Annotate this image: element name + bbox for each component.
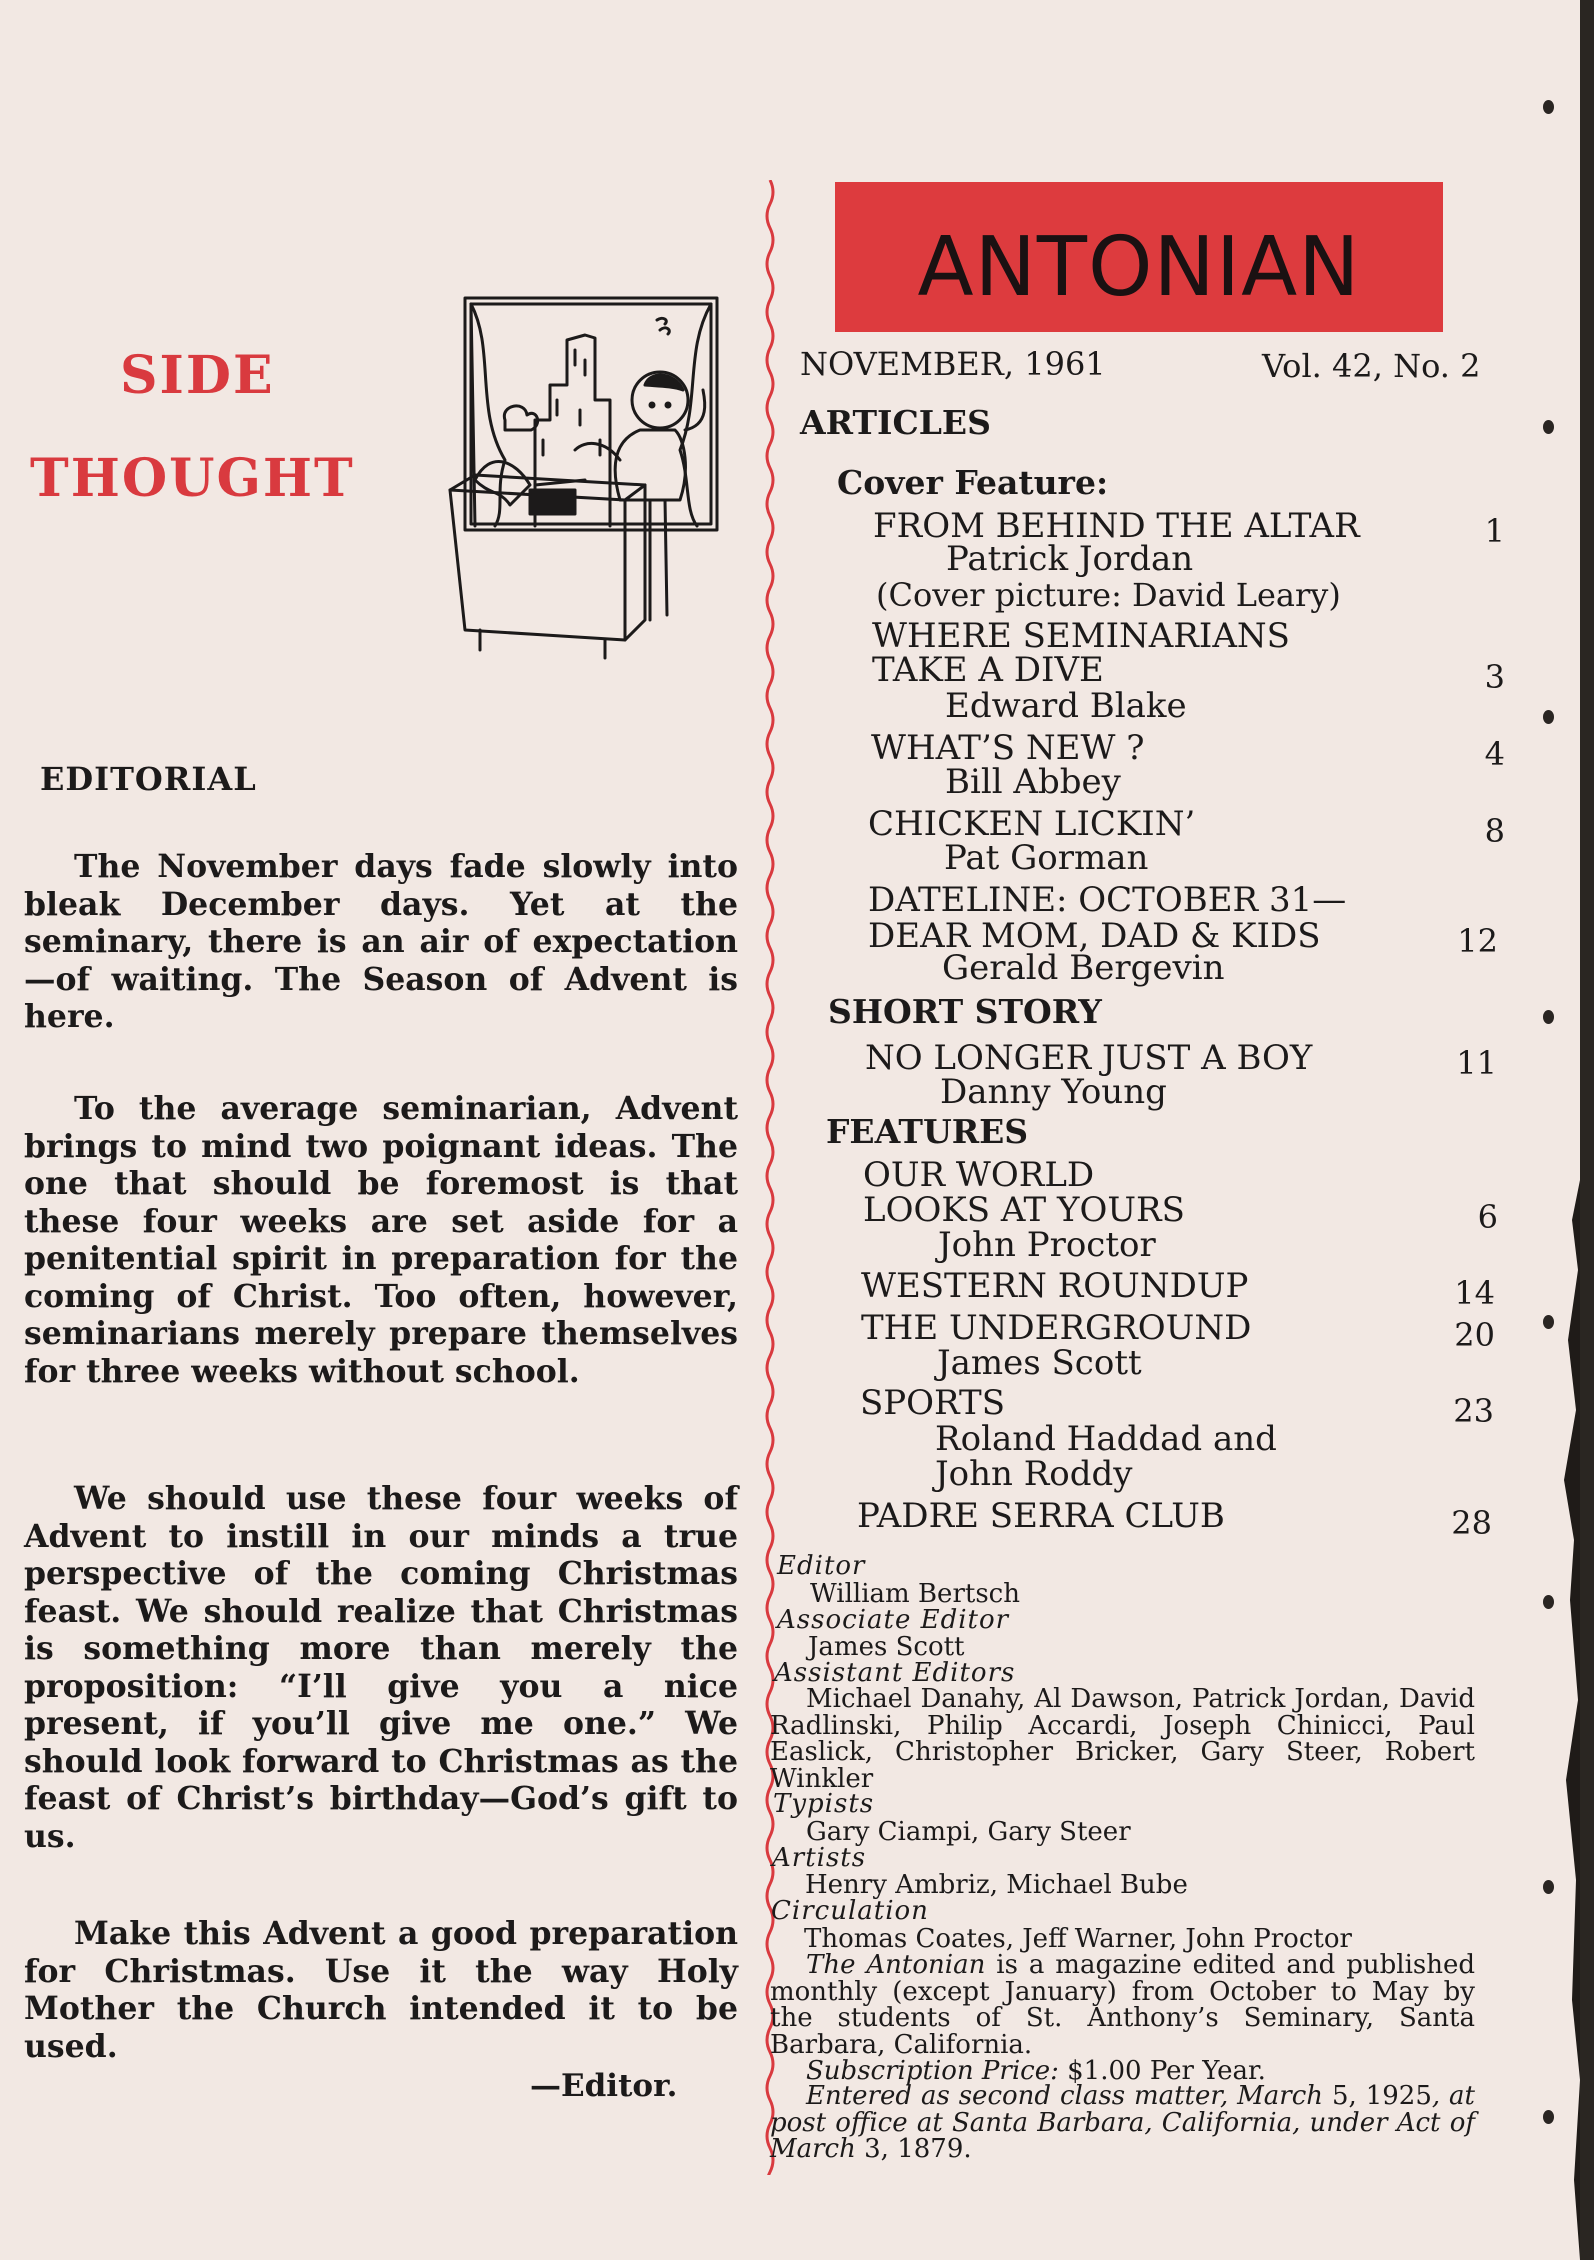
entry-note-part-1: Entered as second class matter, March (806, 2081, 1324, 2111)
subscription-price: $1.00 Per Year. (1058, 2056, 1266, 2086)
toc-author-dive: Edward Blake (945, 686, 1187, 726)
editorial-paragraph-1: The November days fade slowly into bleak December days. Yet at the seminary, there is an air of expectation—of waiting. The Season of Advent is here. (24, 848, 738, 1035)
toc-author-sports-1: Roland Haddad and (935, 1419, 1277, 1459)
toc-title-altar: FROM BEHIND THE ALTAR (873, 506, 1360, 546)
toc-title-boy: NO LONGER JUST A BOY (865, 1038, 1313, 1078)
column-divider (760, 180, 780, 2175)
toc-title-dateline-1: DATELINE: OCTOBER 31— (868, 880, 1347, 920)
toc-title-world-1: OUR WORLD (863, 1155, 1095, 1195)
editorial-signature: —Editor. (530, 2068, 678, 2104)
staff-associate-label: Associate Editor (777, 1605, 1010, 1635)
toc-title-western: WESTERN ROUNDUP (861, 1266, 1249, 1306)
toc-page-boy: 11 (1456, 1044, 1497, 1082)
subscription-label: Subscription Price: (806, 2056, 1059, 2086)
editorial-heading: EDITORIAL (40, 760, 257, 798)
toc-author-altar: Patrick Jordan (946, 539, 1194, 579)
entry-note (770, 2083, 1475, 2163)
publication-note (770, 1952, 1475, 2058)
binding-hole (1543, 100, 1554, 114)
toc-author-chicken: Pat Gorman (944, 838, 1149, 878)
torn-page-edge (1550, 1180, 1580, 2260)
toc-author-sports-2: John Roddy (935, 1454, 1133, 1494)
staff-circulation-label: Circulation (771, 1896, 929, 1926)
side-thought-line1: SIDE (120, 345, 275, 406)
staff-editor-label: Editor (777, 1551, 866, 1581)
staff-typists-label: Typists (773, 1789, 875, 1819)
articles-heading: ARTICLES (800, 403, 991, 442)
short-story-heading: SHORT STORY (828, 992, 1102, 1031)
editorial-paragraph-4: Make this Advent a good preparation for Christmas. Use it the way Holy Mother the Church intended it to be used. (24, 1915, 738, 2065)
toc-author-underground: James Scott (937, 1343, 1142, 1383)
toc-page-padre-serra: 28 (1451, 1504, 1492, 1542)
toc-page-world: 6 (1477, 1198, 1498, 1236)
entry-note-part-5: 3, 1879. (864, 2134, 972, 2164)
editorial-paragraph-3: We should use these four weeks of Advent to instill in our minds a true perspective of the coming Christmas feast. We should realize that Christmas is something more than merely the proposition: “I’ll give you a nice present, if you’ll give me one.” We should look forward to Christmas as the feast of Christ’s birthday—God’s gift to us. (24, 1480, 738, 1855)
toc-title-dateline-2: DEAR MOM, DAD & KIDS (868, 916, 1321, 956)
binding-hole (1543, 1010, 1554, 1024)
toc-author-boy: Danny Young (940, 1072, 1167, 1112)
staff-editor: William Bertsch (810, 1579, 1020, 1609)
features-heading: FEATURES (826, 1112, 1029, 1151)
issue-volume: Vol. 42, No. 2 (1262, 347, 1481, 385)
editorial-paragraph-2: To the average seminarian, Advent brings to mind two poignant ideas. The one that should be foremost is that these four weeks are set aside for a penitential spirit in preparation for the coming of Christ. Too often, however, seminarians merely prepare themselves for three weeks without school. (24, 1090, 738, 1390)
publication-title: The Antonian (806, 1950, 986, 1980)
seminarian-desk-illustration (435, 290, 730, 660)
staff-assistant-label: Assistant Editors (774, 1658, 1016, 1688)
toc-title-whats-new: WHAT’S NEW ? (871, 728, 1145, 768)
toc-author-whats-new: Bill Abbey (945, 762, 1121, 802)
toc-page-western: 14 (1454, 1274, 1495, 1312)
toc-title-dive-2: TAKE A DIVE (872, 650, 1104, 690)
publication-note-text: is a magazine edited and published monthly (except January) from October to May by the students of St. Anthony’s Seminary, Santa Barbara, California. (770, 1950, 1476, 2060)
toc-author-world: John Proctor (938, 1225, 1156, 1265)
staff-assistants: Michael Danahy, Al Dawson, Patrick Jordan, David Radlinski, Philip Accardi, Joseph Chinicci, Paul Easlick, Christopher Bricker, Gary Steer, Robert Winkler (770, 1684, 1475, 1794)
staff-associate: James Scott (808, 1632, 965, 1662)
cover-feature-heading: Cover Feature: (837, 463, 1109, 502)
entry-note-part-4: , at post office at Santa Barbara, California, under Act of March (770, 2081, 1475, 2164)
toc-title-underground: THE UNDERGROUND (861, 1308, 1252, 1348)
toc-title-padre-serra: PADRE SERRA CLUB (857, 1496, 1225, 1536)
toc-page-chicken: 8 (1484, 812, 1505, 850)
toc-page-whats-new: 4 (1484, 735, 1505, 773)
toc-title-dive-1: WHERE SEMINARIANS (872, 616, 1290, 656)
masthead-banner (835, 182, 1443, 332)
toc-author-dateline: Gerald Bergevin (942, 948, 1225, 988)
toc-page-altar: 1 (1484, 512, 1505, 550)
staff-artists: Henry Ambriz, Michael Bube (805, 1870, 1188, 1900)
staff-circulation: Thomas Coates, Jeff Warner, John Proctor (804, 1924, 1352, 1954)
toc-page-underground: 20 (1454, 1316, 1495, 1354)
entry-note-part-2: 5, (1323, 2081, 1366, 2111)
toc-title-sports: SPORTS (860, 1383, 1006, 1423)
toc-page-dive: 3 (1484, 658, 1505, 696)
binding-hole (1543, 710, 1554, 724)
entry-note-part-3: 1925 (1365, 2081, 1432, 2111)
masthead-title: ANTONIAN (917, 220, 1361, 315)
toc-note-cover-picture: (Cover picture: David Leary) (876, 576, 1341, 614)
toc-page-sports: 23 (1453, 1392, 1494, 1430)
binding-hole (1543, 420, 1554, 434)
toc-title-chicken: CHICKEN LICKIN’ (868, 804, 1196, 844)
side-thought-line2: THOUGHT (30, 448, 355, 509)
staff-typists: Gary Ciampi, Gary Steer (806, 1817, 1131, 1847)
toc-page-dateline: 12 (1457, 922, 1498, 960)
staff-artists-label: Artists (772, 1843, 867, 1873)
issue-date: NOVEMBER, 1961 (800, 345, 1106, 383)
toc-title-world-2: LOOKS AT YOURS (863, 1190, 1185, 1230)
